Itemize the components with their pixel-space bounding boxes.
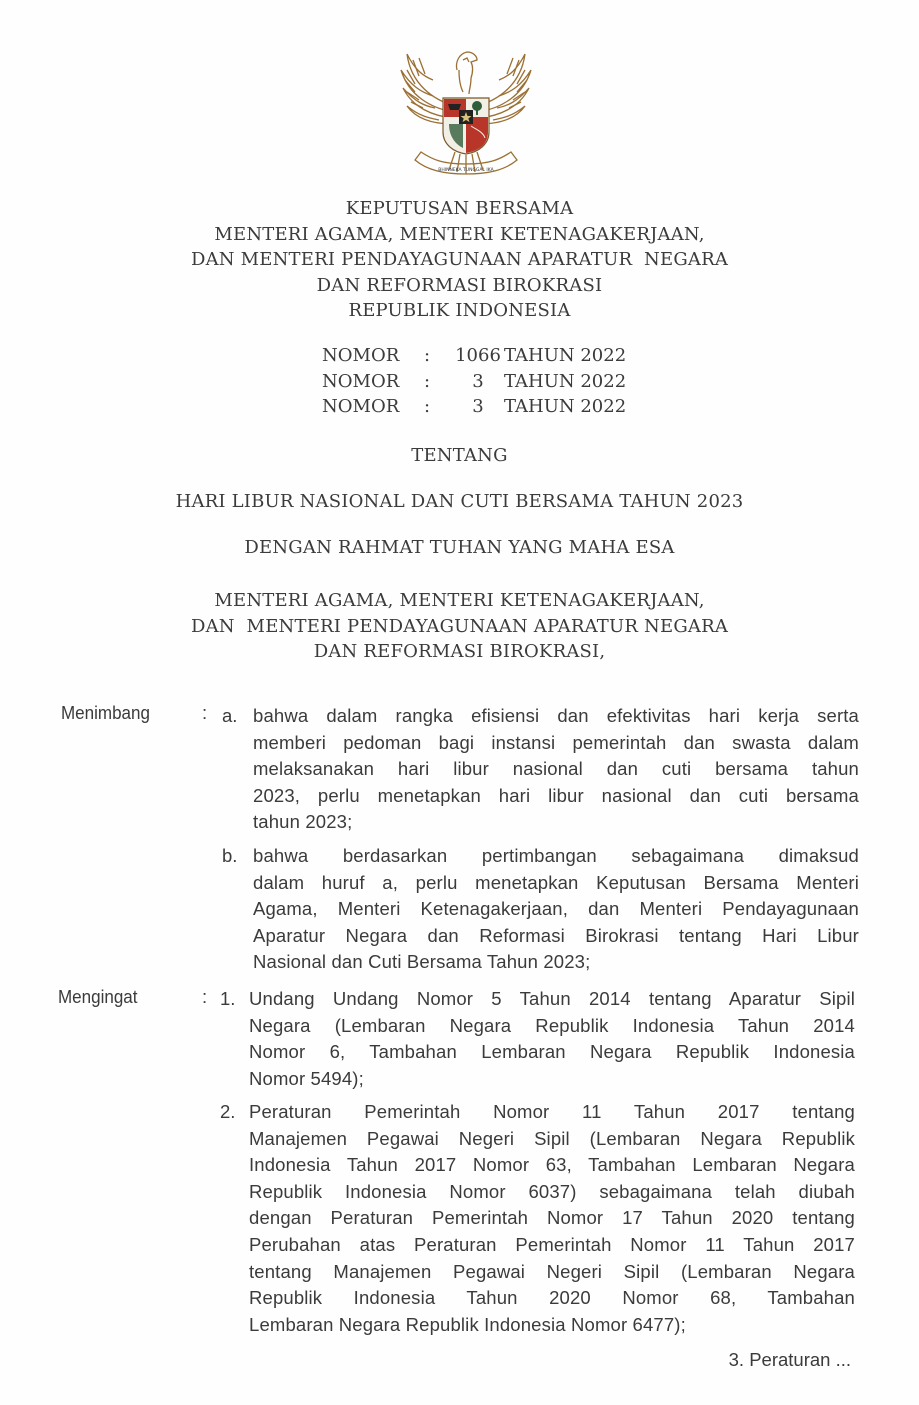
item-marker: b. xyxy=(222,845,238,866)
item-line: dengan Peraturan Pemerintah Nomor 17 Tahun 2020 tentang xyxy=(249,1207,855,1229)
item-line: bahwa dalam rangka efisiensi dan efektivitas hari kerja serta xyxy=(253,705,859,726)
tentang-heading xyxy=(0,443,919,469)
document-heading xyxy=(0,196,919,324)
item-line: Undang Undang Nomor 5 Tahun 2014 tentang Aparatur Sipil xyxy=(249,988,855,1009)
decree-numbers xyxy=(322,343,626,420)
nomor-value: 3 xyxy=(472,396,484,418)
subject-title: HARI LIBUR NASIONAL DAN CUTI BERSAMA TAHUN 2023 xyxy=(175,491,744,512)
item-line: Agama, Menteri Ketenagakerjaan, dan Menteri Pendayagunaan xyxy=(253,898,859,920)
decree-number-row xyxy=(322,394,626,420)
nomor-year: TAHUN 2022 xyxy=(504,345,627,367)
issuer-line: DAN MENTERI PENDAYAGUNAAN APARATUR NEGARA xyxy=(190,615,729,637)
heading-line: DAN REFORMASI BIROKRASI xyxy=(316,274,603,296)
item-text xyxy=(253,703,859,836)
item-text xyxy=(253,843,859,976)
item-text xyxy=(249,1099,855,1338)
nomor-label: NOMOR xyxy=(322,396,400,418)
heading-line: DAN MENTERI PENDAYAGUNAAN APARATUR NEGARA xyxy=(190,249,729,270)
menimbang-label: Menimbang xyxy=(61,702,150,723)
item-line: Manajemen Pegawai Negeri Sipil (Lembaran Negara Republik xyxy=(249,1127,855,1149)
invocation-text: DENGAN RAHMAT TUHAN YANG MAHA ESA xyxy=(244,537,675,558)
mengingat-label: Mengingat xyxy=(58,986,138,1007)
item-line: Republik Indonesia Tahun 2020 Nomor 68, Tambahan xyxy=(249,1287,855,1309)
item-line: melaksanakan hari libur nasional dan cuti bersama tahun xyxy=(253,758,859,780)
heading-line: MENTERI AGAMA, MENTERI KETENAGAKERJAAN, xyxy=(214,223,705,245)
nomor-label: NOMOR xyxy=(322,370,400,392)
item-line: Nomor 5494); xyxy=(249,1067,364,1089)
item-line: dalam huruf a, perlu menetapkan Keputusan Bersama Menteri xyxy=(253,871,859,893)
nomor-colon: : xyxy=(424,370,431,392)
item-line: Nomor 6, Tambahan Lembaran Negara Republik Indonesia xyxy=(249,1041,855,1063)
item-line: bahwa berdasarkan pertimbangan sebagaimana dimaksud xyxy=(253,845,859,866)
nomor-year: TAHUN 2022 xyxy=(504,396,627,418)
nomor-label: NOMOR xyxy=(322,345,400,367)
item-line: memberi pedoman bagi instansi pemerintah dan swasta dalam xyxy=(253,731,859,753)
item-marker: 1. xyxy=(220,988,236,1009)
item-marker: 2. xyxy=(220,1101,236,1122)
item-marker: a. xyxy=(222,705,238,726)
nomor-value: 1066 xyxy=(455,345,501,367)
item-line: tentang Manajemen Pegawai Negeri Sipil (Lembaran Negara xyxy=(249,1260,855,1282)
decree-number-row xyxy=(322,343,626,369)
heading-line: REPUBLIK INDONESIA xyxy=(348,300,571,321)
heading-line: KEPUTUSAN BERSAMA xyxy=(345,198,574,219)
item-line: Indonesia Tahun 2017 Nomor 63, Tambahan Lembaran Negara xyxy=(249,1154,855,1176)
item-line: Aparatur Negara dan Reformasi Birokrasi tentang Hari Libur xyxy=(253,924,859,946)
item-line: Peraturan Pemerintah Nomor 11 Tahun 2017 tentang xyxy=(249,1101,855,1122)
nomor-colon: : xyxy=(424,345,431,367)
garuda-pancasila-emblem-icon xyxy=(393,40,539,190)
issuer-line: DAN REFORMASI BIROKRASI, xyxy=(313,641,606,662)
menimbang-colon: : xyxy=(202,702,208,723)
issuers xyxy=(0,588,919,665)
item-line: tahun 2023; xyxy=(253,811,353,833)
item-line: Republik Indonesia Nomor 6037) sebagaimana telah diubah xyxy=(249,1180,855,1202)
page-continuation: 3. Peraturan ... xyxy=(728,1349,851,1370)
emblem-motto: BHINNEKA TUNGGAL IKA xyxy=(438,168,494,173)
invocation xyxy=(0,535,919,561)
item-line: Nasional dan Cuti Bersama Tahun 2023; xyxy=(253,951,591,973)
item-text xyxy=(249,986,855,1092)
tentang-label: TENTANG xyxy=(411,445,508,466)
nomor-value: 3 xyxy=(472,370,484,392)
nomor-year: TAHUN 2022 xyxy=(504,370,627,392)
decree-number-row xyxy=(322,369,626,395)
issuer-line: MENTERI AGAMA, MENTERI KETENAGAKERJAAN, xyxy=(214,590,705,611)
item-line: 2023, perlu menetapkan hari libur nasional dan cuti bersama xyxy=(253,784,859,806)
item-line: Perubahan atas Peraturan Pemerintah Nomor 11 Tahun 2017 xyxy=(249,1233,855,1255)
nomor-colon: : xyxy=(424,396,431,418)
item-line: Negara (Lembaran Negara Republik Indonesia Tahun 2014 xyxy=(249,1014,855,1036)
item-line: Lembaran Negara Republik Indonesia Nomor 6477); xyxy=(249,1313,686,1335)
decree-subject xyxy=(0,489,919,515)
mengingat-colon: : xyxy=(202,986,208,1007)
